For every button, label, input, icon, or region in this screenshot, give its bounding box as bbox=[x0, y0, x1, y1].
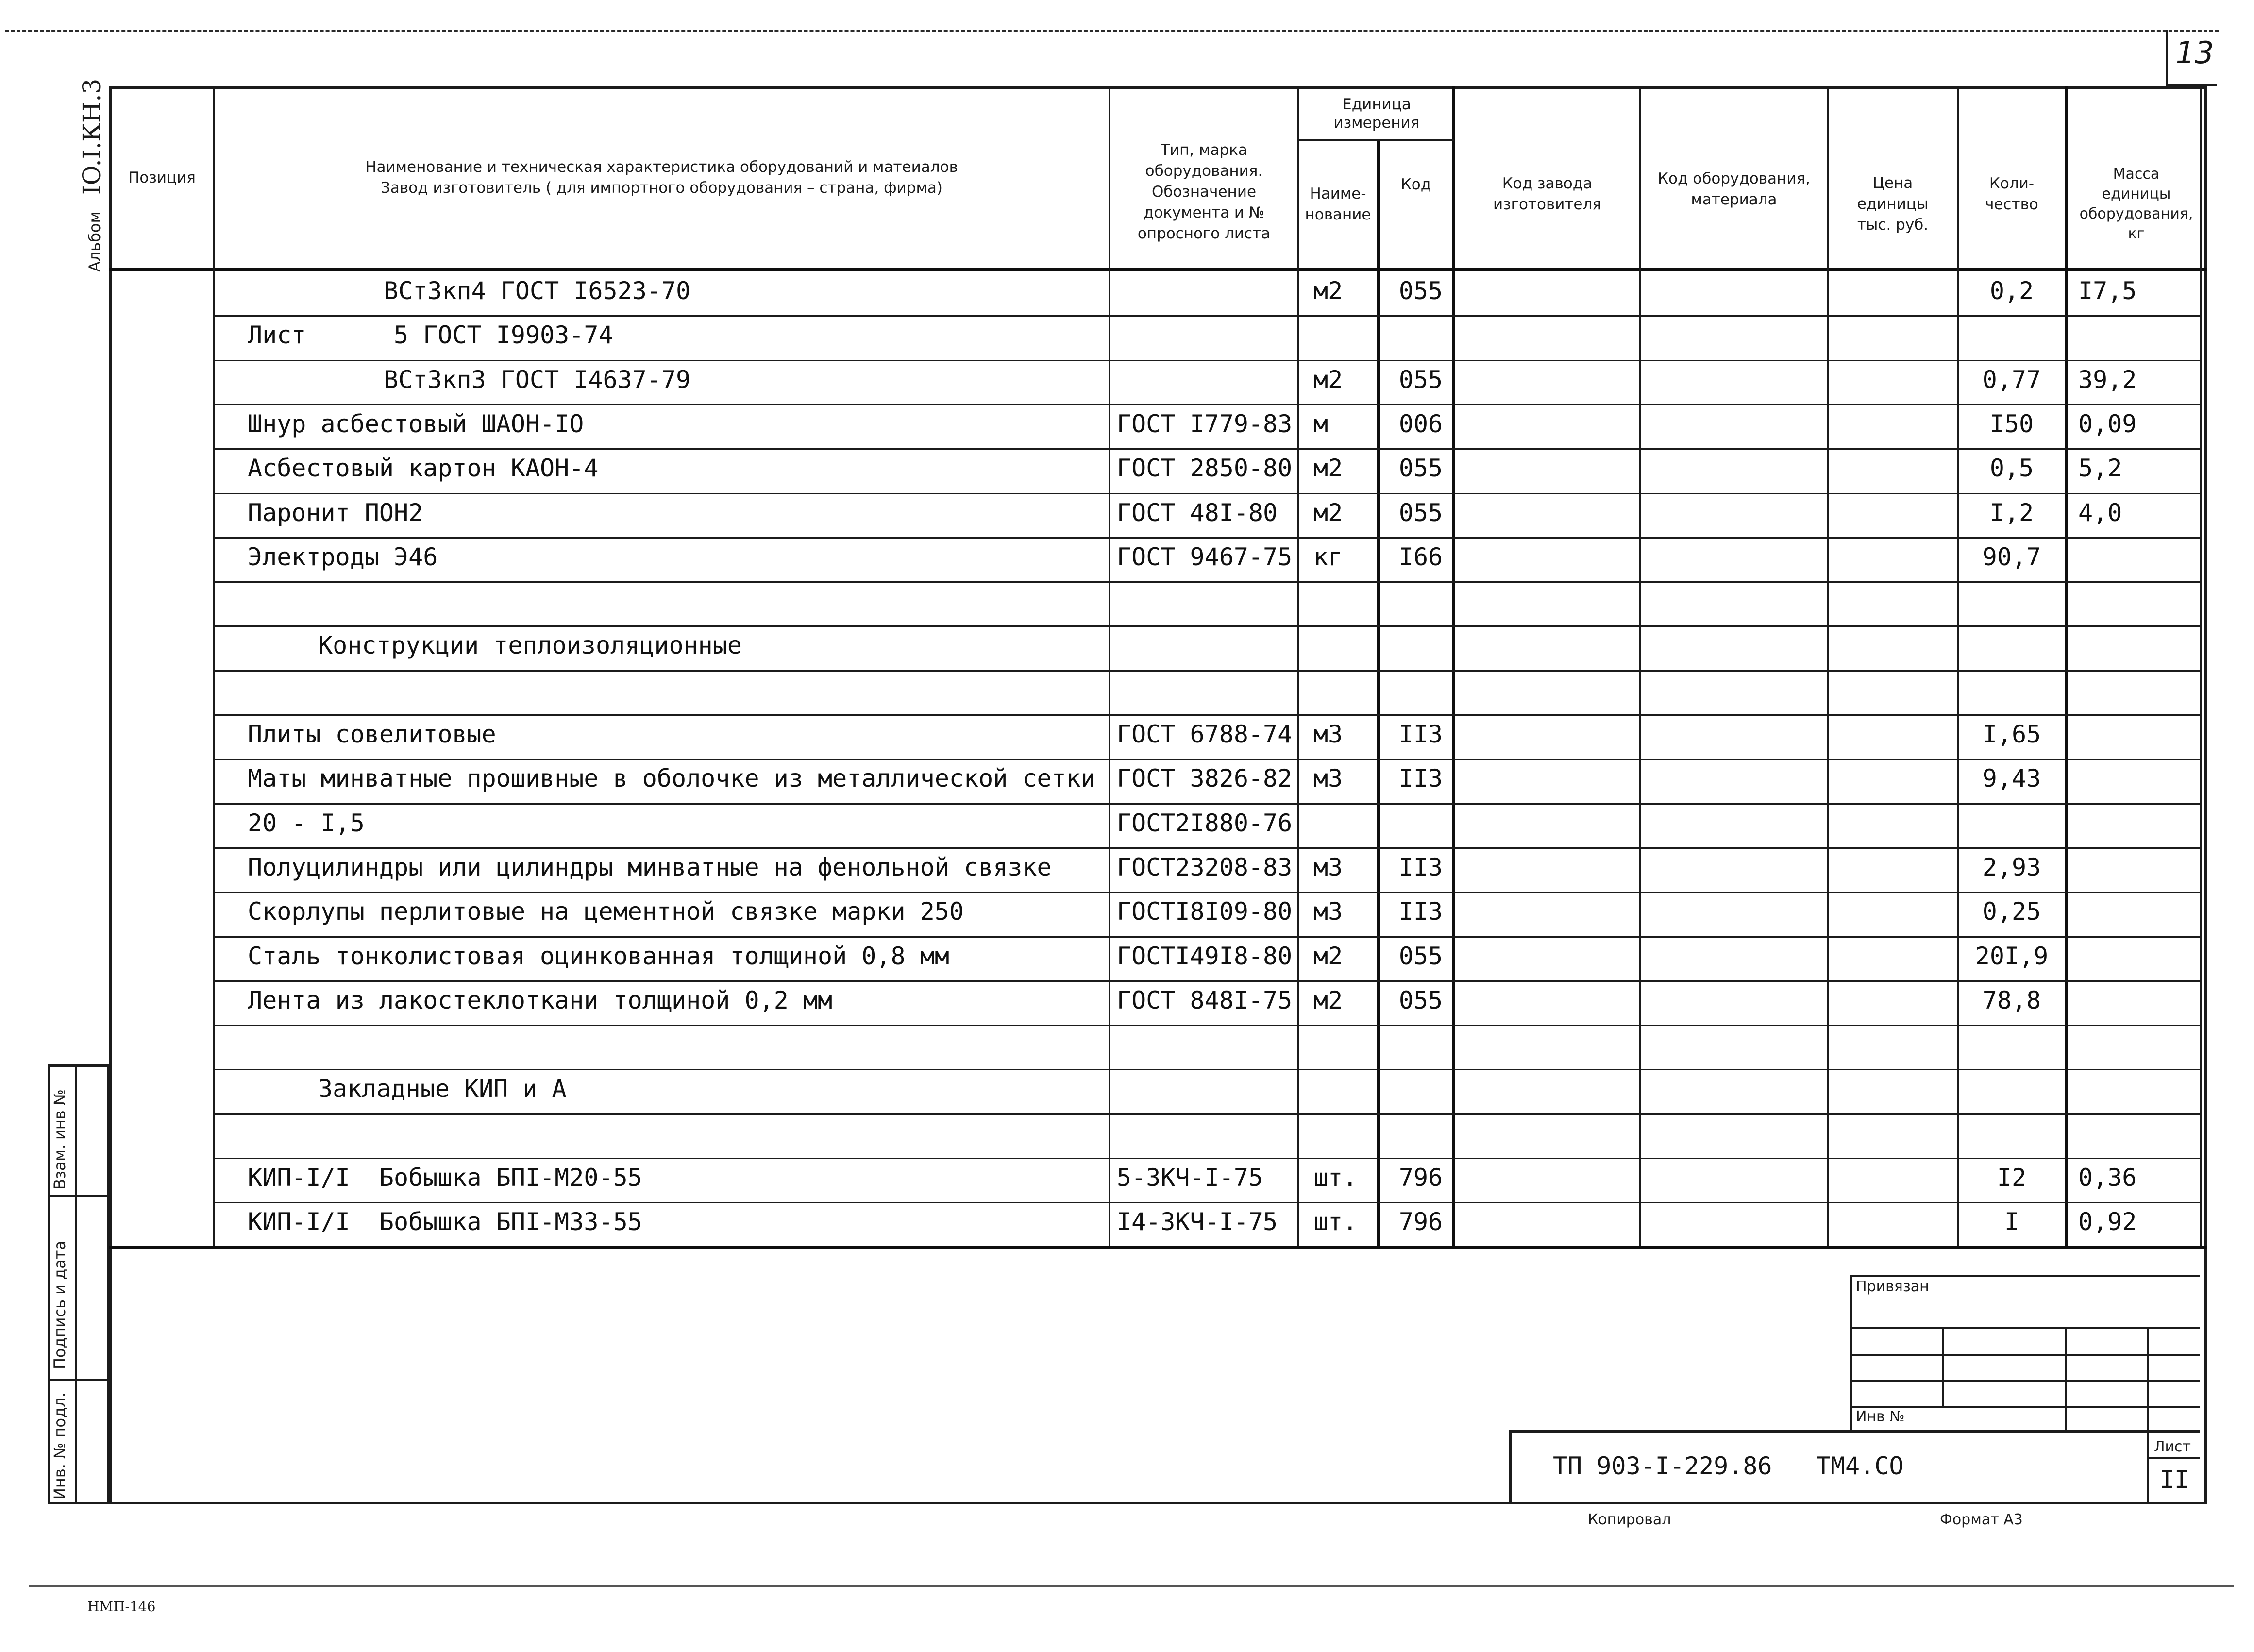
album-code: IO.I.КН.3 bbox=[78, 78, 106, 195]
item-unit-code: 006 bbox=[1398, 410, 1443, 438]
item-name: КИП-I/I Бобышка БПI-М33-55 bbox=[248, 1208, 642, 1236]
header-price: Цена единицы тыс. руб. bbox=[1857, 174, 1929, 234]
item-quantity: 78,8 bbox=[1982, 986, 2041, 1014]
item-name: 20 - I,5 bbox=[248, 809, 365, 837]
margin-field-replacement: Взам. инв № bbox=[50, 1089, 69, 1190]
item-mass: 4,0 bbox=[2078, 499, 2122, 527]
header-type: Тип, марка оборудования. Обозначение документа и № опросного листа bbox=[1137, 141, 1271, 242]
item-unit: м bbox=[1313, 410, 1329, 438]
row-separator bbox=[213, 537, 2200, 539]
row-separator bbox=[213, 1113, 2200, 1115]
header-quantity: Коли- чество bbox=[1985, 175, 2038, 213]
item-unit: м2 bbox=[1313, 499, 1343, 527]
header-unit-code: Код bbox=[1400, 175, 1431, 193]
item-mass: I7,5 bbox=[2078, 277, 2137, 305]
item-unit-code: II3 bbox=[1398, 897, 1443, 926]
row-separator bbox=[213, 448, 2200, 450]
item-name: Лента из лакостеклоткани толщиной 0,2 мм bbox=[248, 986, 833, 1014]
left-side-divider bbox=[75, 1064, 77, 1504]
item-unit-code: 055 bbox=[1398, 454, 1443, 482]
item-quantity: 0,5 bbox=[1989, 454, 2034, 482]
item-unit-code: 055 bbox=[1398, 942, 1443, 970]
item-name: Сталь тонколистовая оцинкованная толщиной 0,8 мм bbox=[248, 942, 949, 970]
col-line-9 bbox=[2065, 86, 2068, 1248]
item-unit: м3 bbox=[1313, 853, 1343, 881]
item-quantity: 20I,9 bbox=[1975, 942, 2049, 970]
row-separator bbox=[213, 803, 2200, 805]
item-quantity: I bbox=[2004, 1208, 2019, 1236]
item-type: I4-3КЧ-I-75 bbox=[1117, 1208, 1278, 1236]
item-type: ГОСТ 48I-80 bbox=[1117, 499, 1278, 527]
item-unit: м3 bbox=[1313, 897, 1343, 926]
stamp-col-2 bbox=[2065, 1327, 2067, 1432]
item-unit-code: 796 bbox=[1398, 1163, 1443, 1192]
header-unit: Единица измерения bbox=[1333, 96, 1420, 132]
item-unit-code: II3 bbox=[1398, 720, 1443, 748]
sheet-number-top: 13 bbox=[2175, 35, 2214, 70]
item-unit-code: II3 bbox=[1398, 853, 1443, 881]
item-type: ГОСТ I779-83 bbox=[1117, 410, 1293, 438]
item-name: Скорлупы перлитовые на цементной связке марки 250 bbox=[248, 897, 964, 926]
item-type: ГОСТ 2850-80 bbox=[1117, 454, 1293, 482]
left-side-sep-1 bbox=[48, 1195, 109, 1197]
item-name: Электроды Э46 bbox=[248, 543, 438, 571]
table-bottom-line bbox=[109, 1246, 2207, 1249]
sheet-label: Лист bbox=[2154, 1438, 2191, 1455]
item-name: ВСт3кп4 ГОСТ I6523-70 bbox=[384, 277, 691, 305]
item-unit-code: 055 bbox=[1398, 499, 1443, 527]
item-quantity: 9,43 bbox=[1982, 764, 2041, 792]
item-unit-code: 796 bbox=[1398, 1208, 1443, 1236]
item-name: КИП-I/I Бобышка БПI-М20-55 bbox=[248, 1163, 642, 1192]
row-separator bbox=[213, 714, 2200, 716]
header-mass: Масса единицы оборудования, кг bbox=[2079, 166, 2193, 242]
item-name: Закладные КИП и А bbox=[318, 1075, 567, 1103]
item-quantity: 0,25 bbox=[1982, 897, 2041, 926]
form-code: НМП-146 bbox=[87, 1599, 156, 1615]
header-bottom-line bbox=[109, 268, 2207, 271]
item-name: Полуцилиндры или цилиндры минватные на фенольной связке bbox=[248, 853, 1052, 881]
item-unit: м2 bbox=[1313, 986, 1343, 1014]
document-code: ТП 903-I-229.86 ТМ4.СО bbox=[1553, 1452, 1904, 1480]
item-type: ГОСТ 6788-74 bbox=[1117, 720, 1293, 748]
col-line-4 bbox=[1377, 140, 1380, 1248]
header-name: Наименование и техническая характеристика оборудований и матеиалов Завод изготовитель ( для импортного оборудования – страна, фирма) bbox=[365, 158, 958, 197]
item-unit-code: 055 bbox=[1398, 986, 1443, 1014]
item-name: Конструкции теплоизоляционные bbox=[318, 631, 742, 659]
row-separator bbox=[213, 670, 2200, 672]
item-unit: м2 bbox=[1313, 366, 1343, 394]
stamp-attached: Привязан bbox=[1856, 1278, 1929, 1295]
top-dashed-line bbox=[5, 30, 2219, 32]
item-name: Шнур асбестовый ШАОН-IO bbox=[248, 410, 584, 438]
album-word: Альбом bbox=[85, 211, 104, 272]
item-unit: м2 bbox=[1313, 454, 1343, 482]
header-plant-code: Код завода изготовителя bbox=[1493, 175, 1601, 213]
item-quantity: 0,2 bbox=[1989, 277, 2034, 305]
row-separator bbox=[213, 1069, 2200, 1070]
item-mass: 5,2 bbox=[2078, 454, 2122, 482]
item-quantity: 2,93 bbox=[1982, 853, 2041, 881]
item-mass: 39,2 bbox=[2078, 366, 2137, 394]
col-line-6 bbox=[1639, 86, 1641, 1248]
stamp-col-1 bbox=[1942, 1327, 1944, 1406]
item-mass: 0,36 bbox=[2078, 1163, 2137, 1192]
item-type: ГОСТ23208-83 bbox=[1117, 853, 1293, 881]
item-type: ГОСТI8I09-80 bbox=[1117, 897, 1293, 926]
item-unit-code: I66 bbox=[1398, 543, 1443, 571]
header-unit-name: Наиме- нование bbox=[1305, 185, 1371, 223]
item-type: ГОСТ 3826-82 bbox=[1117, 764, 1293, 792]
item-type: ГОСТI49I8-80 bbox=[1117, 942, 1293, 970]
item-type: ГОСТ 9467-75 bbox=[1117, 543, 1293, 571]
item-quantity: I,65 bbox=[1982, 720, 2041, 748]
row-separator bbox=[213, 581, 2200, 583]
row-separator bbox=[213, 892, 2200, 893]
item-unit-code: II3 bbox=[1398, 764, 1443, 792]
row-separator bbox=[213, 625, 2200, 627]
item-unit: м2 bbox=[1313, 942, 1343, 970]
item-mass: 0,09 bbox=[2078, 410, 2137, 438]
item-type: ГОСТ2I880-76 bbox=[1117, 809, 1293, 837]
row-separator bbox=[213, 759, 2200, 760]
copied-label: Копировал bbox=[1588, 1511, 1671, 1528]
row-separator bbox=[213, 1202, 2200, 1203]
item-name: Лист 5 ГОСТ I9903-74 bbox=[248, 321, 613, 349]
item-type: ГОСТ 848I-75 bbox=[1117, 986, 1293, 1014]
item-name: Плиты совелитовые bbox=[248, 720, 496, 748]
item-quantity: I,2 bbox=[1989, 499, 2034, 527]
item-quantity: I50 bbox=[1989, 410, 2034, 438]
item-unit: шт. bbox=[1313, 1163, 1358, 1192]
col-line-8 bbox=[1957, 86, 1959, 1248]
item-name: Асбестовый картон КАОН-4 bbox=[248, 454, 599, 482]
item-name: ВСт3кп3 ГОСТ I4637-79 bbox=[384, 366, 691, 394]
margin-field-signature: Подпись и дата bbox=[50, 1240, 69, 1369]
col-line-5 bbox=[1452, 86, 1455, 1248]
item-unit: м2 bbox=[1313, 277, 1343, 305]
row-separator bbox=[213, 847, 2200, 849]
bottom-cut-line bbox=[29, 1585, 2234, 1587]
row-separator bbox=[213, 980, 2200, 982]
item-unit-code: 055 bbox=[1398, 277, 1443, 305]
row-separator bbox=[213, 1025, 2200, 1026]
item-type: 5-3КЧ-I-75 bbox=[1117, 1163, 1263, 1192]
item-mass: 0,92 bbox=[2078, 1208, 2137, 1236]
item-unit: м3 bbox=[1313, 720, 1343, 748]
item-unit-code: 055 bbox=[1398, 366, 1443, 394]
album-label bbox=[78, 79, 106, 272]
margin-field-inventory: Инв. № подл. bbox=[50, 1392, 69, 1500]
row-separator bbox=[213, 360, 2200, 361]
sheet-cell-sep bbox=[2147, 1457, 2200, 1459]
row-separator bbox=[213, 315, 2200, 317]
row-separator bbox=[213, 936, 2200, 938]
item-unit: м3 bbox=[1313, 764, 1343, 792]
row-separator bbox=[213, 404, 2200, 405]
stamp-inv-no: Инв № bbox=[1856, 1408, 1905, 1425]
item-quantity: I2 bbox=[1997, 1163, 2027, 1192]
row-separator bbox=[213, 493, 2200, 494]
header-equipment-code: Код оборудования, материала bbox=[1658, 170, 1810, 208]
header-position: Позиция bbox=[128, 169, 196, 186]
item-name: Паронит ПОН2 bbox=[248, 499, 423, 527]
item-quantity: 90,7 bbox=[1982, 543, 2041, 571]
sheet-value: II bbox=[2159, 1466, 2189, 1494]
item-unit: кг bbox=[1313, 543, 1343, 571]
item-name: Маты минватные прошивные в оболочке из металлической сетки bbox=[248, 764, 1095, 792]
stamp-col-3 bbox=[2147, 1327, 2149, 1432]
format-label: Формат А3 bbox=[1940, 1511, 2023, 1528]
row-separator bbox=[213, 1158, 2200, 1159]
sheet-cell-line bbox=[2147, 1430, 2149, 1504]
item-unit: шт. bbox=[1313, 1208, 1358, 1236]
left-side-sep-2 bbox=[48, 1379, 109, 1381]
item-quantity: 0,77 bbox=[1982, 366, 2041, 394]
